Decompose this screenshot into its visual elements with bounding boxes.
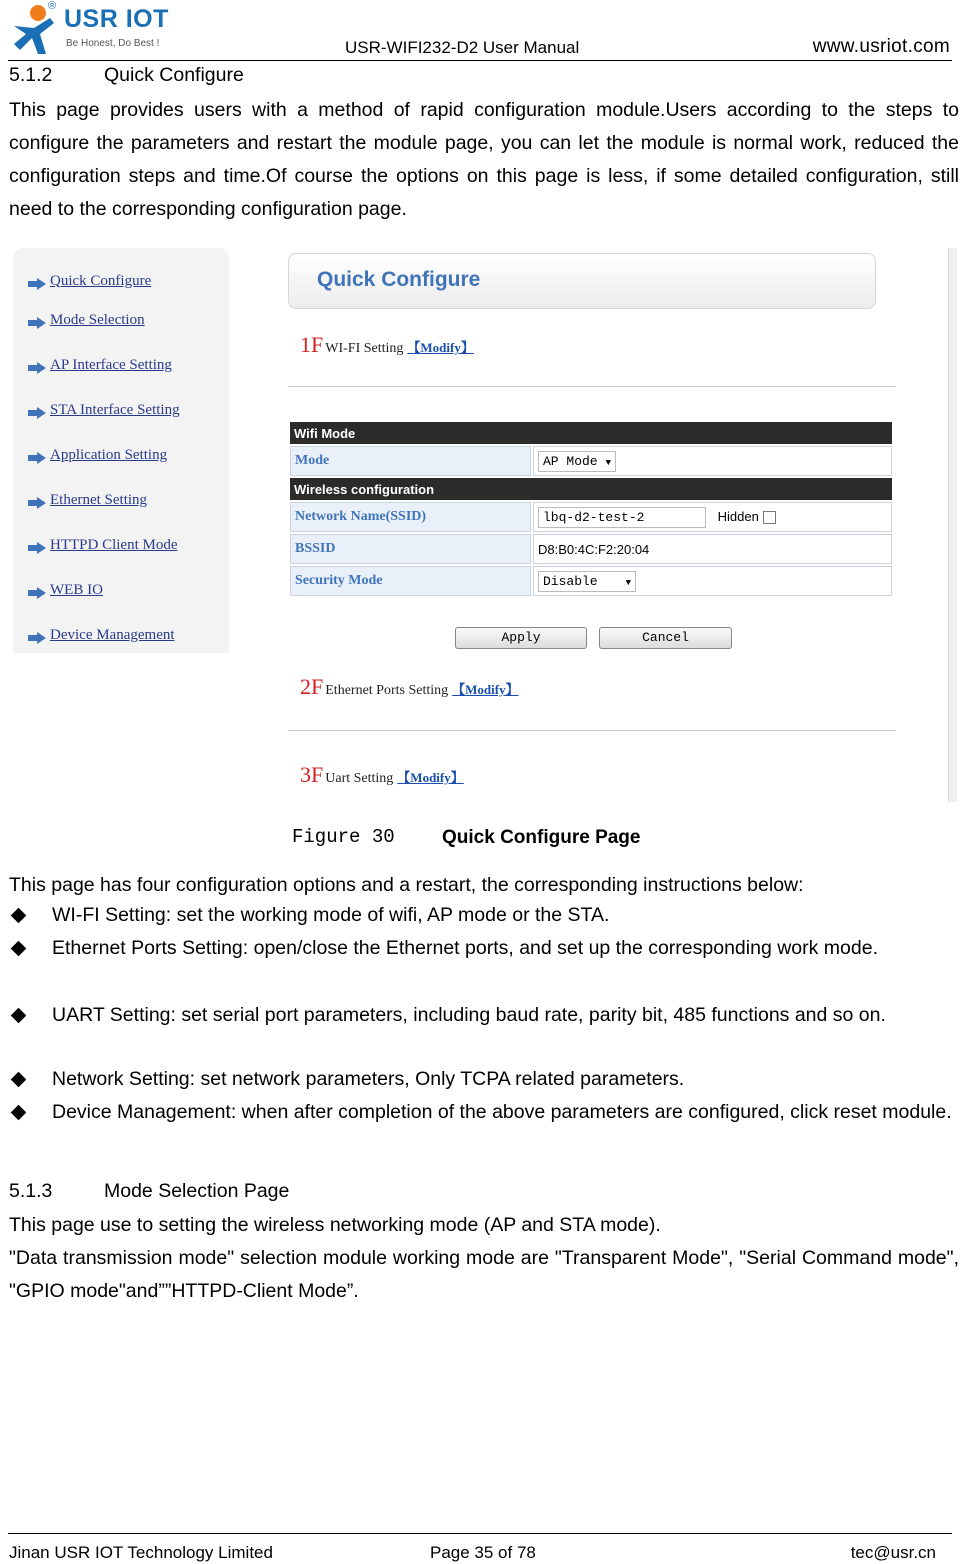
list-item-text: Device Management: when after completion of the above parameters are configured, click reset module. [52, 1101, 952, 1123]
sidebar-item-label: Quick Configure [50, 272, 152, 289]
sidebar-item-label: Mode Selection [50, 311, 145, 328]
list-item [9, 1097, 959, 1128]
mode-selection-line2: "Data transmission mode" selection module working mode are "Transparent Mode", "Serial Command mode", "GPIO mode"and””HTTPD-Client Mode”. [9, 1247, 959, 1302]
logo-text: USR IOT [64, 5, 169, 33]
modify-ethernet-link[interactable]: 【Modify】 [452, 682, 519, 697]
list-item [9, 933, 959, 964]
section-step-label: Ethernet Ports Setting [325, 683, 449, 698]
wifi-setting-row [300, 332, 474, 358]
logo-registered: ® [48, 0, 57, 12]
security-mode-select[interactable] [538, 571, 636, 592]
options-intro: This page has four configuration options and a restart, the corresponding instructions below: [9, 874, 804, 896]
ethernet-setting-row [300, 674, 519, 700]
quick-configure-screenshot [0, 240, 960, 802]
arrow-right-icon [28, 587, 46, 599]
divider [288, 730, 896, 731]
sidebar-item-web-io[interactable] [28, 581, 103, 599]
security-cell [533, 566, 892, 596]
section-step-number: 1F [300, 332, 324, 357]
panel-title: Quick Configure [317, 268, 481, 291]
sidebar-item-label: WEB IO [50, 581, 103, 598]
section-heading-513 [9, 1180, 289, 1203]
diamond-bullet-icon [11, 1008, 27, 1024]
dropdown-arrow-icon: ▼ [605, 457, 612, 468]
list-item-text: Ethernet Ports Setting: open/close the Ethernet ports, and set up the corresponding work mode. [52, 937, 878, 959]
mode-select-value: AP Mode [543, 453, 598, 469]
arrow-right-icon [28, 452, 46, 464]
mode-select[interactable] [538, 451, 616, 472]
arrow-right-icon [28, 632, 46, 644]
list-item [9, 1000, 959, 1031]
sidebar-item-label: HTTPD Client Mode [50, 536, 178, 553]
arrow-right-icon [28, 407, 46, 419]
header-divider [8, 60, 952, 61]
section-number: 5.1.2 [9, 64, 53, 86]
mode-selection-line1: This page use to setting the wireless networking mode (AP and STA mode). [9, 1214, 661, 1236]
panel-title-box [288, 253, 876, 309]
logo-slogan: Be Honest, Do Best ! [66, 38, 160, 49]
section-title: Quick Configure [104, 64, 244, 86]
sidebar-item-ap-interface[interactable] [28, 356, 172, 374]
uart-setting-row [300, 762, 464, 788]
mode-label: Mode [290, 446, 531, 476]
modify-wifi-link[interactable]: 【Modify】 [407, 340, 474, 355]
sidebar-item-application[interactable] [28, 446, 167, 464]
modify-uart-link[interactable]: 【Modify】 [397, 770, 464, 785]
bssid-value: D8:B0:4C:F2:20:04 [533, 534, 892, 564]
wifi-mode-header: Wifi Mode [290, 422, 892, 444]
hidden-checkbox[interactable] [763, 511, 776, 524]
section-step-number: 3F [300, 762, 324, 787]
arrow-right-icon [28, 362, 46, 374]
list-item-text: WI-FI Setting: set the working mode of wifi, AP mode or the STA. [52, 904, 610, 926]
ssid-label: Network Name(SSID) [290, 502, 531, 532]
sidebar-item-ethernet[interactable] [28, 491, 147, 509]
section-heading-512 [9, 64, 244, 87]
header-url[interactable]: www.usriot.com [812, 36, 950, 57]
arrow-right-icon [28, 317, 46, 329]
footer-email[interactable]: tec@usr.cn [850, 1543, 936, 1562]
sidebar-item-label: AP Interface Setting [50, 356, 172, 373]
list-item-text: Network Setting: set network parameters, Only TCPA related parameters. [52, 1068, 685, 1090]
security-mode-label: Security Mode [290, 566, 531, 596]
sidebar-item-sta-interface[interactable] [28, 401, 180, 419]
section-step-label: Uart Setting [325, 771, 394, 786]
sidebar-item-label: Ethernet Setting [50, 491, 148, 508]
section-step-number: 2F [300, 674, 324, 699]
sidebar-item-httpd-client[interactable] [28, 536, 178, 554]
document-title: USR-WIFI232-D2 User Manual [345, 38, 580, 57]
diamond-bullet-icon [11, 908, 27, 924]
figure-title: Quick Configure Page [442, 827, 641, 848]
apply-button[interactable]: Apply [455, 627, 587, 649]
intro-paragraph: This page provides users with a method of rapid configuration module.Users according to the steps to configure the parameters and restart the module page, you can let the module is normal work, reduced the configuration steps and time.Of course the options on this page is less, if some detailed configuration, still need to the corresponding configuration page. [9, 99, 959, 220]
section-number: 5.1.3 [9, 1180, 53, 1202]
security-select-value: Disable [543, 573, 598, 589]
section-title: Mode Selection Page [104, 1180, 290, 1202]
divider [288, 386, 896, 387]
scrollbar[interactable] [948, 248, 957, 802]
dropdown-arrow-icon: ▼ [625, 577, 632, 588]
hidden-label: Hidden [717, 508, 759, 524]
figure-caption [292, 826, 641, 848]
diamond-bullet-icon [11, 941, 27, 957]
sidebar-item-label: STA Interface Setting [50, 401, 180, 418]
section-step-label: WI-FI Setting [325, 341, 404, 356]
wifi-config-table [288, 420, 894, 598]
arrow-right-icon [28, 278, 46, 290]
figure-number: Figure 30 [292, 826, 395, 848]
sidebar-item-mode-selection[interactable] [28, 311, 145, 329]
diamond-bullet-icon [11, 1072, 27, 1088]
arrow-right-icon [28, 497, 46, 509]
cancel-button[interactable]: Cancel [599, 627, 732, 649]
mode-cell [533, 446, 892, 476]
ssid-input[interactable]: lbq-d2-test-2 [538, 507, 706, 528]
footer-page-number: Page 35 of 78 [430, 1543, 536, 1562]
footer-company: Jinan USR IOT Technology Limited [9, 1543, 273, 1562]
diamond-bullet-icon [11, 1105, 27, 1121]
sidebar-item-quick-configure[interactable] [28, 272, 151, 290]
list-item-text: UART Setting: set serial port parameters, including baud rate, parity bit, 485 functions and so on. [52, 1004, 886, 1026]
sidebar-item-label: Application Setting [50, 446, 168, 463]
bssid-label: BSSID [290, 534, 531, 564]
footer-divider [8, 1533, 952, 1534]
sidebar-item-label: Device Management [50, 626, 175, 643]
sidebar-item-device-management[interactable] [28, 626, 175, 644]
arrow-right-icon [28, 542, 46, 554]
list-item [9, 900, 959, 931]
wireless-config-header: Wireless configuration [290, 478, 892, 500]
ssid-cell [533, 502, 892, 532]
list-item [9, 1064, 959, 1095]
